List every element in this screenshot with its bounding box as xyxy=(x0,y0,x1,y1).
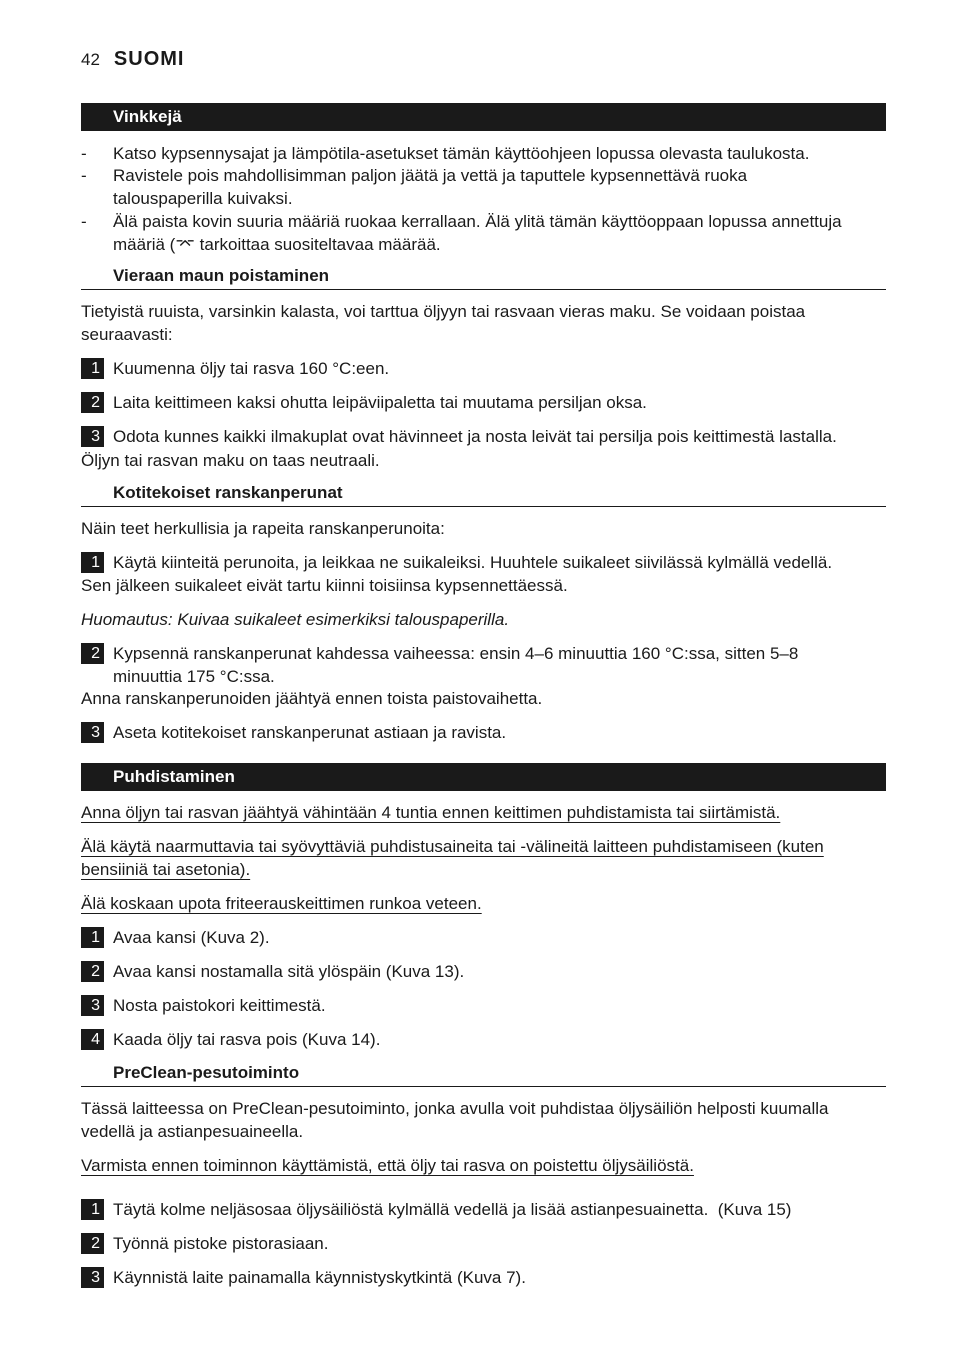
step-text: Avaa kansi (Kuva 2). xyxy=(113,928,270,947)
tip-text: Katso kypsennysajat ja lämpötila-asetukset tämän käyttöohjeen lopussa olevasta taulukosta. xyxy=(113,144,810,163)
intro-text: Tietyistä ruuista, varsinkin kalasta, voi tarttua öljyyn tai rasvaan vieras maku. Se voidaan poistaa seuraavasti: xyxy=(81,302,806,344)
step xyxy=(81,391,886,414)
dash-marker: - xyxy=(81,212,87,231)
step-text: Käytä kiinteitä perunoita, ja leikkaa ne suikaleiksi. Huuhtele suikaleet siivilässä kylmällä vedellä. xyxy=(113,553,833,572)
step-number: 3 xyxy=(81,722,104,743)
step xyxy=(81,960,886,983)
step-text: Työnnä pistoke pistorasiaan. xyxy=(113,1234,329,1253)
dash-marker: - xyxy=(81,166,87,185)
step xyxy=(81,551,886,574)
tip-text: Ravistele pois mahdollisimman paljon jäätä ja vettä ja taputtele kypsennettävä ruoka talouspaperilla kuivaksi. xyxy=(113,166,748,208)
step-number: 1 xyxy=(81,552,104,573)
warning-text xyxy=(81,835,841,881)
step-number: 2 xyxy=(81,392,104,413)
step-text: Aseta kotitekoiset ranskanperunat astiaan ja ravista. xyxy=(113,723,507,742)
step xyxy=(81,1028,886,1051)
intro-text: Tässä laitteessa on PreClean-pesutoiminto, jonka avulla voit puhdistaa öljysäiliön helposti kuumalla vedellä ja astianpesuaineella. xyxy=(81,1099,829,1141)
section-title-cleaning: Puhdistaminen xyxy=(113,767,235,786)
step xyxy=(81,425,886,448)
step-number: 3 xyxy=(81,426,104,447)
step-number: 3 xyxy=(81,1267,104,1288)
step-text: Kaada öljy tai rasva pois (Kuva 14). xyxy=(113,1030,381,1049)
tip-item xyxy=(81,210,886,256)
step-text: Kuumenna öljy tai rasva 160 °C:een. xyxy=(113,359,390,378)
subheading-text: Vieraan maun poistaminen xyxy=(113,266,330,285)
language-title: SUOMI xyxy=(113,48,185,70)
step-number: 2 xyxy=(81,643,104,664)
step-text: Kypsennä ranskanperunat kahdessa vaiheessa: ensin 4–6 minuuttia 160 °C:ssa, sitten 5–8 minuuttia 175 °C:ssa. xyxy=(113,644,799,686)
step xyxy=(81,642,886,688)
tip-item xyxy=(81,142,886,165)
step xyxy=(81,926,886,949)
tip-item xyxy=(81,164,886,210)
section-title-tips: Vinkkejä xyxy=(113,107,182,126)
tip-text: Älä paista kovin suuria määriä ruokaa kerrallaan. Älä ylitä tämän käyttöoppaan lopussa annettuja määriä (⌤ tarkoittaa suositeltavaa määrää. xyxy=(113,212,842,254)
subheading-text: Kotitekoiset ranskanperunat xyxy=(113,483,343,502)
step-number: 1 xyxy=(81,1199,104,1220)
step xyxy=(81,1266,886,1289)
intro-text: Näin teet herkullisia ja rapeita ranskanperunoita: xyxy=(81,519,445,538)
step-text: Käynnistä laite painamalla käynnistyskytkintä (Kuva 7). xyxy=(113,1268,526,1287)
step-number: 1 xyxy=(81,358,104,379)
step xyxy=(81,357,886,380)
step-number: 4 xyxy=(81,1029,104,1050)
step-number: 2 xyxy=(81,1233,104,1254)
subheading-preclean xyxy=(81,1063,886,1087)
step-number: 2 xyxy=(81,961,104,982)
step-text: Laita keittimeen kaksi ohutta leipäviipaletta tai muutama persiljan oksa. xyxy=(113,393,647,412)
subheading-remove-taste xyxy=(81,266,886,290)
page-number: 42 xyxy=(81,50,100,69)
warning-text xyxy=(81,892,886,915)
warning-underlined: Varmista ennen toiminnon käyttämistä, että öljy tai rasva on poistettu öljysäiliöstä. xyxy=(81,1156,694,1175)
result-text: Öljyn tai rasvan maku on taas neutraali. xyxy=(81,451,380,470)
step-number: 3 xyxy=(81,995,104,1016)
step xyxy=(81,721,886,744)
subheading-text: PreClean-pesutoiminto xyxy=(113,1063,300,1082)
step-followup-text: Anna ranskanperunoiden jäähtyä ennen toista paistovaihetta. xyxy=(81,689,543,708)
step-text: Täytä kolme neljäsosaa öljysäiliöstä kylmällä vedellä ja lisää astianpesuainetta. (Kuva 15) xyxy=(113,1200,792,1219)
step-text: Odota kunnes kaikki ilmakuplat ovat hävinneet ja nosta leivät tai persilja pois keittimestä lastalla. xyxy=(113,427,837,446)
warning-underlined: Älä koskaan upota friteerauskeittimen runkoa veteen. xyxy=(81,894,482,913)
section-bar-cleaning xyxy=(81,763,886,791)
note-text: Huomautus: Kuivaa suikaleet esimerkiksi talouspaperilla. xyxy=(81,610,510,629)
page-header xyxy=(81,48,184,74)
step xyxy=(81,994,886,1017)
step xyxy=(81,1232,886,1255)
step-text: Nosta paistokori keittimestä. xyxy=(113,996,326,1015)
step xyxy=(81,1198,886,1221)
subheading-fries xyxy=(81,483,886,507)
step-number: 1 xyxy=(81,927,104,948)
section-bar-tips xyxy=(81,103,886,131)
step-followup-text: Sen jälkeen suikaleet eivät tartu kiinni toisiinsa kypsennettäessä. xyxy=(81,576,568,595)
warning-text xyxy=(81,801,886,824)
warning-text xyxy=(81,1154,886,1177)
warning-underlined: Anna öljyn tai rasvan jäähtyä vähintään 4 tuntia ennen keittimen puhdistamista tai siirtämistä. xyxy=(81,803,781,822)
warning-underlined: Älä käytä naarmuttavia tai syövyttäviä puhdistusaineita tai -välineitä laitteen puhdistamiseen (kuten bensiiniä tai asetonia). xyxy=(81,837,824,879)
dash-marker: - xyxy=(81,144,87,163)
step-text: Avaa kansi nostamalla sitä ylöspäin (Kuva 13). xyxy=(113,962,465,981)
